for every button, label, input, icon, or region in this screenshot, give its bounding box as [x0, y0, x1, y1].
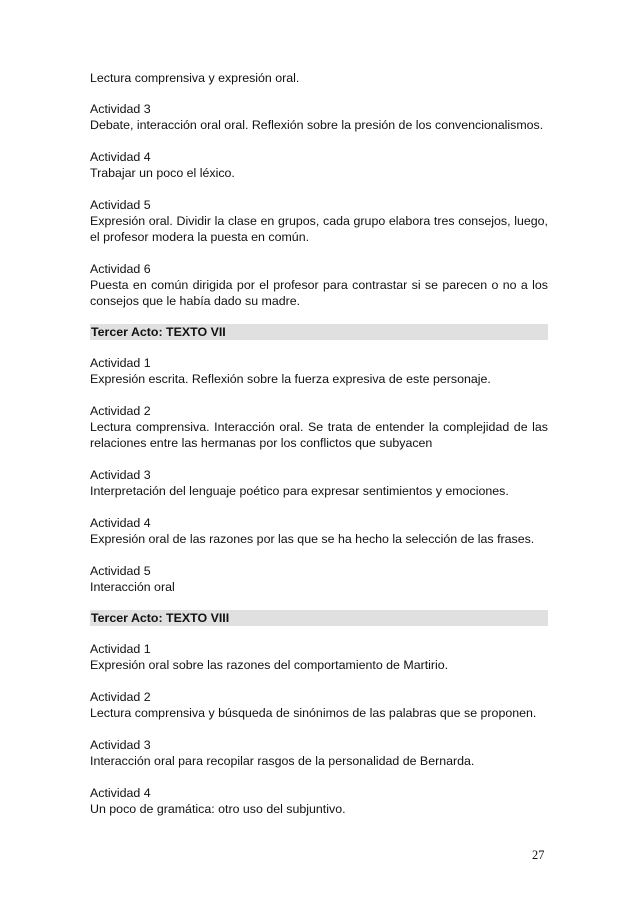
- activity-text: Expresión oral sobre las razones del comportamiento de Martirio.: [90, 658, 449, 672]
- activity-block: [90, 149, 548, 181]
- activity-title: Actividad 3: [90, 102, 151, 116]
- activity-block: [90, 261, 548, 309]
- document-page: [90, 70, 548, 833]
- activity-text: Interacción oral para recopilar rasgos de la personalidad de Bernarda.: [90, 754, 475, 768]
- activity-block: [90, 403, 548, 451]
- activity-text: Expresión oral. Dividir la clase en grupos, cada grupo elabora tres consejos, luego, el profesor modera la puesta en común.: [90, 214, 548, 244]
- activity-text: Expresión oral de las razones por las que se ha hecho la selección de las frases.: [90, 532, 535, 546]
- section-heading: Tercer Acto: TEXTO VII: [90, 324, 548, 340]
- activity-block: [90, 641, 548, 673]
- activity-text: Puesta en común dirigida por el profesor para contrastar si se parecen o no a los consejos que le había dado su madre.: [90, 278, 548, 308]
- activity-block: [90, 197, 548, 245]
- activity-block: [90, 737, 548, 769]
- activity-block: [90, 785, 548, 817]
- activity-title: Actividad 3: [90, 738, 151, 752]
- activity-title: Actividad 5: [90, 564, 151, 578]
- activity-title: Actividad 4: [90, 516, 151, 530]
- section-heading: Tercer Acto: TEXTO VIII: [90, 610, 548, 626]
- activity-text: Expresión escrita. Reflexión sobre la fuerza expresiva de este personaje.: [90, 372, 491, 386]
- activity-block: [90, 467, 548, 499]
- activity-title: Actividad 6: [90, 262, 151, 276]
- activity-block: [90, 355, 548, 387]
- activity-block: [90, 563, 548, 595]
- activity-title: Actividad 1: [90, 642, 151, 656]
- activity-text: Lectura comprensiva. Interacción oral. Se trata de entender la complejidad de las relaciones entre las hermanas por los conflictos que subyacen: [90, 420, 548, 450]
- intro-line: Lectura comprensiva y expresión oral.: [90, 71, 300, 85]
- activity-text: Lectura comprensiva y búsqueda de sinónimos de las palabras que se proponen.: [90, 706, 537, 720]
- activity-text: Debate, interacción oral oral. Reflexión sobre la presión de los convencionalismos.: [90, 118, 544, 132]
- activity-text: Interpretación del lenguaje poético para expresar sentimientos y emociones.: [90, 484, 509, 498]
- activity-block: [90, 515, 548, 547]
- activity-title: Actividad 4: [90, 150, 151, 164]
- activity-block: [90, 689, 548, 721]
- activity-block: [90, 101, 548, 133]
- activity-title: Actividad 5: [90, 198, 151, 212]
- activity-text: Interacción oral: [90, 580, 175, 594]
- activity-title: Actividad 2: [90, 690, 151, 704]
- activity-title: Actividad 3: [90, 468, 151, 482]
- activity-title: Actividad 1: [90, 356, 151, 370]
- activity-text: Un poco de gramática: otro uso del subjuntivo.: [90, 802, 346, 816]
- activity-title: Actividad 2: [90, 404, 151, 418]
- page-number: 27: [532, 848, 545, 862]
- activity-text: Trabajar un poco el léxico.: [90, 166, 235, 180]
- activity-title: Actividad 4: [90, 786, 151, 800]
